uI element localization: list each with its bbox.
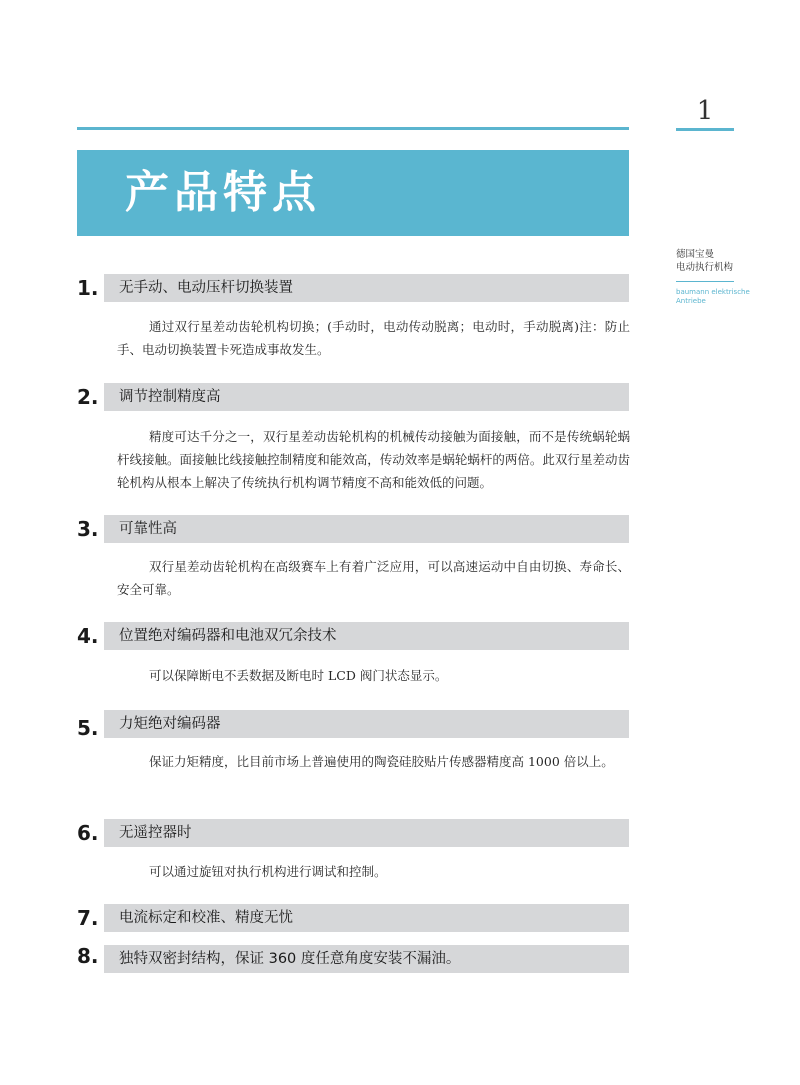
item-heading: 电流标定和校准、精度无忧 xyxy=(119,910,293,926)
side-title-line2: 电动执行机构 xyxy=(676,262,734,273)
side-brand xyxy=(676,248,756,306)
item-number: 6. xyxy=(77,821,99,845)
side-sub-line1: baumann elektrische xyxy=(676,288,750,296)
item-heading-bar xyxy=(104,945,629,973)
item-number: 5. xyxy=(77,716,99,740)
side-title-line1: 德国宝曼 xyxy=(676,249,715,260)
item-heading: 力矩绝对编码器 xyxy=(119,716,221,732)
item-heading-bar xyxy=(104,819,629,847)
item-heading: 调节控制精度高 xyxy=(119,389,221,405)
item-number: 7. xyxy=(77,906,99,930)
item-heading: 可靠性高 xyxy=(119,521,177,537)
item-body: 精度可达千分之一，双行星差动齿轮机构的机械传动接触为面接触，而不是传统蜗轮蜗杆线接触。面接触比线接触控制精度和能效高，传动效率是蜗轮蜗杆的两倍。此双行星差动齿轮机构从根本上解决了传统执行机构调节精度不高和能效低的问题。 xyxy=(117,429,630,490)
item-heading-bar xyxy=(104,622,629,650)
item-number: 4. xyxy=(77,624,99,648)
item-heading: 无手动、电动压杆切换装置 xyxy=(119,280,293,296)
item-heading-bar xyxy=(104,515,629,543)
page-number-rule xyxy=(676,128,734,131)
item-heading: 位置绝对编码器和电池双冗余技术 xyxy=(119,628,337,644)
item-number: 8. xyxy=(77,944,99,968)
side-sub-line2: Antriebe xyxy=(676,297,706,305)
item-number: 1. xyxy=(77,276,99,300)
item-heading-bar xyxy=(104,710,629,738)
item-number: 2. xyxy=(77,385,99,409)
title-band xyxy=(77,150,629,236)
item-body: 保证力矩精度，比目前市场上普遍使用的陶瓷硅胶贴片传感器精度高 1000 倍以上。 xyxy=(149,754,614,769)
top-rule xyxy=(77,127,629,130)
page-title: 产品特点 xyxy=(125,167,321,218)
item-heading-bar xyxy=(104,274,629,302)
item-number: 3. xyxy=(77,517,99,541)
side-rule xyxy=(676,281,734,282)
item-heading: 无遥控器时 xyxy=(119,825,192,841)
item-heading-bar xyxy=(104,383,629,411)
item-body: 可以保障断电不丢数据及断电时 LCD 阀门状态显示。 xyxy=(149,668,448,683)
item-body: 双行星差动齿轮机构在高级赛车上有着广泛应用，可以高速运动中自由切换、寿命长、安全可靠。 xyxy=(117,559,630,597)
item-heading-bar xyxy=(104,904,629,932)
item-body: 可以通过旋钮对执行机构进行调试和控制。 xyxy=(149,864,387,879)
item-body: 通过双行星差动齿轮机构切换；(手动时，电动传动脱离；电动时，手动脱离)注：防止手、电动切换装置卡死造成事故发生。 xyxy=(117,319,630,357)
item-heading: 独特双密封结构，保证 360 度任意角度安装不漏油。 xyxy=(119,951,461,967)
page-number: 1 xyxy=(696,96,714,126)
